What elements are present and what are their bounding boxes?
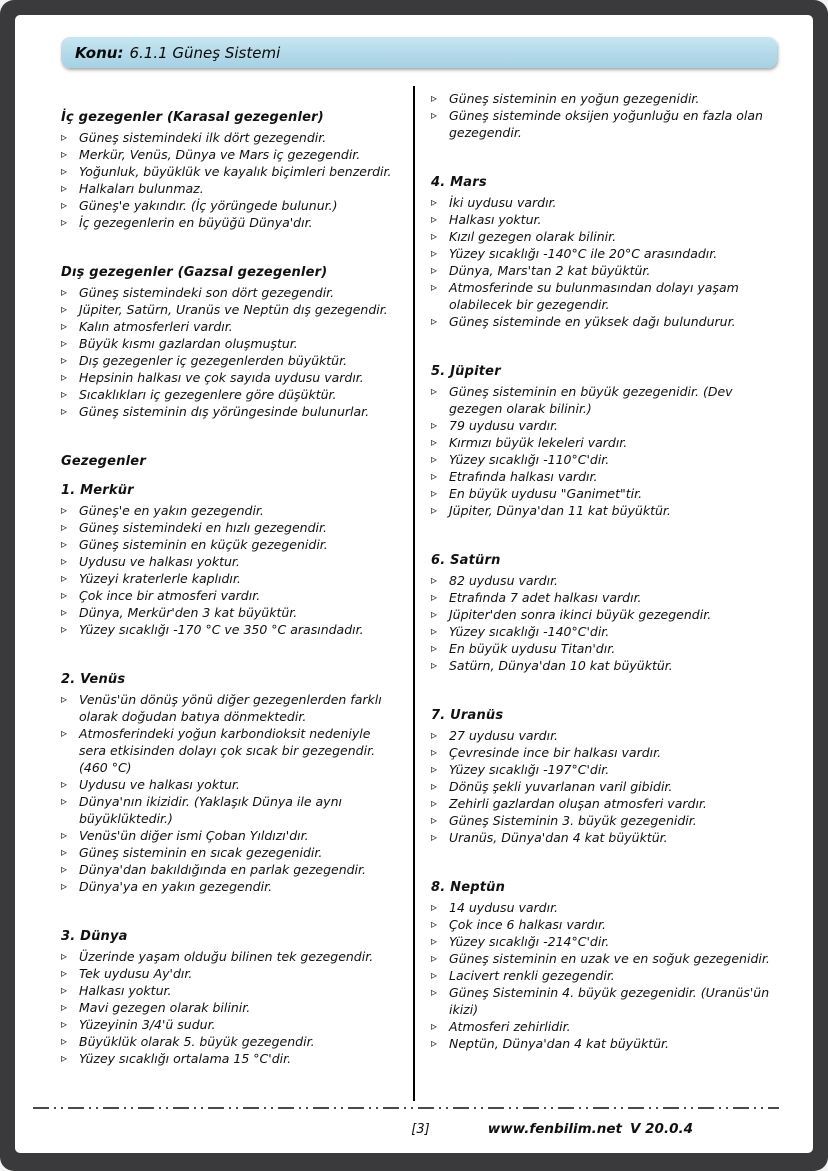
item-text: Halkası yoktur.: [79, 983, 172, 998]
arrow-bullet-icon: ▹: [61, 336, 68, 350]
bullet-item: [61, 129, 397, 146]
footer-site: [488, 1121, 693, 1137]
section: [431, 880, 779, 1052]
page-number: [3]: [411, 1122, 430, 1137]
bullet-item: [61, 982, 397, 999]
section: [61, 110, 397, 231]
item-text: Halkaları bulunmaz.: [79, 181, 204, 196]
bullet-item: [431, 572, 779, 589]
item-text: Büyük kısmı gazlardan oluşmuştur.: [79, 336, 298, 351]
bullet-item: [61, 1016, 397, 1033]
arrow-bullet-icon: ▹: [61, 147, 68, 161]
section-heading: 1. Merkür: [61, 483, 134, 498]
arrow-bullet-icon: ▹: [61, 1000, 68, 1014]
item-text: Satürn, Dünya'dan 10 kat büyüktür.: [449, 658, 673, 673]
bullet-item: [431, 194, 779, 211]
item-text: Uranüs, Dünya'dan 4 kat büyüktür.: [449, 830, 668, 845]
bullet-item: [431, 313, 779, 330]
item-text: En büyük uydusu Titan'dır.: [449, 641, 616, 656]
arrow-bullet-icon: ▹: [431, 779, 438, 793]
bullet-item: [431, 107, 779, 141]
item-text: Üzerinde yaşam olduğu bilinen tek gezegendir.: [79, 949, 374, 964]
item-text: Atmosferi zehirlidir.: [449, 1019, 571, 1034]
section-heading: 7. Uranüs: [431, 708, 504, 723]
bullet-item: [431, 262, 779, 279]
item-text: Güneş sisteminin en sıcak gezegenidir.: [79, 845, 323, 860]
arrow-bullet-icon: ▹: [61, 503, 68, 517]
footer: [61, 1117, 779, 1143]
item-text: Yüzey sıcaklığı -140°C ile 20°C arasındadır.: [449, 246, 718, 261]
arrow-bullet-icon: ▹: [61, 215, 68, 229]
bullet-item: [61, 793, 397, 827]
item-text: Kırmızı büyük lekeleri vardır.: [449, 435, 628, 450]
item-text: Dünya, Merkür'den 3 kat büyüktür.: [79, 605, 298, 620]
section-heading: 3. Dünya: [61, 929, 128, 944]
arrow-bullet-icon: ▹: [431, 624, 438, 638]
item-text: İki uydusu vardır.: [449, 195, 557, 210]
arrow-bullet-icon: ▹: [431, 607, 438, 621]
item-text: Güneş Sisteminin 3. büyük gezegenidir.: [449, 813, 697, 828]
arrow-bullet-icon: ▹: [61, 949, 68, 963]
arrow-bullet-icon: ▹: [61, 1051, 68, 1065]
section-heading: 6. Satürn: [431, 553, 501, 568]
site-url: www.fenbilim.net: [487, 1121, 623, 1137]
bullet-item: [61, 1033, 397, 1050]
bullet-item: [61, 284, 397, 301]
section: [61, 454, 397, 469]
bullet-item: [431, 744, 779, 761]
item-text: Venüs'ün diğer ismi Çoban Yıldızı'dır.: [79, 828, 309, 843]
arrow-bullet-icon: ▹: [431, 658, 438, 672]
bullet-item: [61, 352, 397, 369]
bullet-item: [61, 691, 397, 725]
section: [61, 265, 397, 420]
bullet-item: [61, 587, 397, 604]
arrow-bullet-icon: ▹: [61, 845, 68, 859]
bullet-item: [61, 776, 397, 793]
item-text: En büyük uydusu "Ganimet"tir.: [449, 486, 643, 501]
arrow-bullet-icon: ▹: [431, 108, 438, 122]
bullet-item: [61, 335, 397, 352]
section-heading: 8. Neptün: [431, 880, 506, 895]
item-text: Güneş sistemindeki en hızlı gezegendir.: [79, 520, 327, 535]
arrow-bullet-icon: ▹: [61, 353, 68, 367]
arrow-bullet-icon: ▹: [61, 879, 68, 893]
bullet-item: [61, 369, 397, 386]
arrow-bullet-icon: ▹: [431, 590, 438, 604]
bullet-item: [431, 502, 779, 519]
item-text: Güneş sisteminin dış yörüngesinde bulunurlar.: [79, 404, 370, 419]
bullet-item: [431, 984, 779, 1018]
bullet-item: [431, 90, 779, 107]
arrow-bullet-icon: ▹: [61, 302, 68, 316]
section-heading: Gezegenler: [61, 454, 146, 469]
item-text: Neptün, Dünya'dan 4 kat büyüktür.: [449, 1036, 670, 1051]
item-text: Dünya'ya en yakın gezegendir.: [79, 879, 273, 894]
section-heading: İç gezegenler (Karasal gezegenler): [61, 110, 324, 125]
item-text: Güneş'e yakındır. (İç yörüngede bulunur.): [79, 198, 338, 213]
bullet-item: [431, 1035, 779, 1052]
item-text: Yüzey sıcaklığı -197°C'dir.: [449, 762, 610, 777]
item-text: Mavi gezegen olarak bilinir.: [79, 1000, 251, 1015]
item-text: Yüzey sıcaklığı -140°C'dir.: [449, 624, 610, 639]
bullet-item: [431, 485, 779, 502]
item-text: Yüzey sıcaklığı -170 °C ve 350 °C arasındadır.: [79, 622, 364, 637]
bullet-item: [431, 812, 779, 829]
arrow-bullet-icon: ▹: [431, 813, 438, 827]
arrow-bullet-icon: ▹: [431, 486, 438, 500]
arrow-bullet-icon: ▹: [61, 794, 68, 808]
arrow-bullet-icon: ▹: [431, 246, 438, 260]
item-text: Çok ince bir atmosferi vardır.: [79, 588, 261, 603]
item-text: Sıcaklıkları iç gezegenlere göre düşüktür.: [79, 387, 337, 402]
arrow-bullet-icon: ▹: [61, 554, 68, 568]
bullet-item: [61, 180, 397, 197]
item-text: Yüzeyi kraterlerle kaplıdır.: [79, 571, 241, 586]
section-heading: 4. Mars: [431, 175, 487, 190]
item-text: Uydusu ve halkası yoktur.: [79, 777, 240, 792]
topic-header: [61, 37, 777, 68]
arrow-bullet-icon: ▹: [431, 745, 438, 759]
page-title: 6.1.1 Güneş Sistemi: [129, 44, 281, 62]
arrow-bullet-icon: ▹: [431, 91, 438, 105]
item-text: Güneş sisteminde en yüksek dağı bulundurur.: [449, 314, 736, 329]
bullet-item: [61, 861, 397, 878]
bullet-item: [61, 725, 397, 776]
arrow-bullet-icon: ▹: [431, 934, 438, 948]
item-text: 27 uydusu vardır.: [449, 728, 559, 743]
section: [431, 553, 779, 674]
item-text: Uydusu ve halkası yoktur.: [79, 554, 240, 569]
item-text: Yüzey sıcaklığı -110°C'dir.: [449, 452, 610, 467]
item-text: Kalın atmosferleri vardır.: [79, 319, 233, 334]
item-text: Jüpiter'den sonra ikinci büyük gezegendir.: [449, 607, 712, 622]
arrow-bullet-icon: ▹: [431, 452, 438, 466]
item-text: Güneş sisteminin en uzak ve en soğuk gezegenidir.: [449, 951, 770, 966]
bullet-item: [431, 967, 779, 984]
item-text: Güneş sisteminin en yoğun gezegenidir.: [449, 91, 700, 106]
arrow-bullet-icon: ▹: [431, 830, 438, 844]
document-page: [15, 15, 813, 1153]
item-text: Halkası yoktur.: [449, 212, 542, 227]
bullet-item: [431, 761, 779, 778]
section: [61, 672, 397, 895]
section-heading: 2. Venüs: [61, 672, 126, 687]
bullet-item: [431, 606, 779, 623]
arrow-bullet-icon: ▹: [431, 195, 438, 209]
bullet-item: [431, 245, 779, 262]
bullet-item: [61, 965, 397, 982]
arrow-bullet-icon: ▹: [431, 728, 438, 742]
item-text: Atmosferinde su bulunmasından dolayı yaşam olabilecek bir gezegendir.: [449, 280, 739, 312]
section-heading: 5. Jüpiter: [431, 364, 501, 379]
section: [61, 929, 397, 1067]
arrow-bullet-icon: ▹: [61, 130, 68, 144]
bullet-item: [431, 383, 779, 417]
item-text: Güneş'e en yakın gezegendir.: [79, 503, 264, 518]
arrow-bullet-icon: ▹: [61, 828, 68, 842]
topic-label: Konu:: [75, 44, 124, 62]
item-text: Etrafında halkası vardır.: [449, 469, 598, 484]
bullet-item: [61, 1050, 397, 1067]
arrow-bullet-icon: ▹: [431, 418, 438, 432]
dashed-separator: [33, 1107, 779, 1109]
bullet-item: [431, 434, 779, 451]
arrow-bullet-icon: ▹: [431, 641, 438, 655]
arrow-bullet-icon: ▹: [61, 164, 68, 178]
item-text: Güneş sistemindeki ilk dört gezegendir.: [79, 130, 327, 145]
item-text: Büyüklük olarak 5. büyük gezegendir.: [79, 1034, 315, 1049]
arrow-bullet-icon: ▹: [431, 263, 438, 277]
bullet-item: [431, 916, 779, 933]
arrow-bullet-icon: ▹: [431, 280, 438, 294]
arrow-bullet-icon: ▹: [431, 1019, 438, 1033]
bullet-item: [61, 536, 397, 553]
bullet-item: [431, 795, 779, 812]
bullet-item: [431, 778, 779, 795]
item-text: Dönüş şekli yuvarlanan varil gibidir.: [449, 779, 673, 794]
bullet-item: [61, 878, 397, 895]
bullet-item: [431, 640, 779, 657]
bullet-item: [431, 950, 779, 967]
bullet-item: [61, 301, 397, 318]
bullet-item: [431, 933, 779, 950]
bullet-item: [61, 621, 397, 638]
arrow-bullet-icon: ▹: [61, 605, 68, 619]
bullet-item: [431, 727, 779, 744]
bullet-item: [61, 604, 397, 621]
column-left: [61, 86, 413, 1101]
item-text: Dünya, Mars'tan 2 kat büyüktür.: [449, 263, 651, 278]
section: [431, 364, 779, 519]
item-text: Jüpiter, Satürn, Uranüs ve Neptün dış gezegendir.: [79, 302, 388, 317]
item-text: Yüzey sıcaklığı ortalama 15 °C'dir.: [79, 1051, 292, 1066]
bullet-item: [431, 899, 779, 916]
bullet-item: [431, 589, 779, 606]
arrow-bullet-icon: ▹: [61, 966, 68, 980]
bullet-item: [61, 146, 397, 163]
bullet-item: [431, 211, 779, 228]
arrow-bullet-icon: ▹: [431, 435, 438, 449]
item-text: Tek uydusu Ay'dır.: [79, 966, 193, 981]
bullet-item: [61, 999, 397, 1016]
bullet-item: [431, 1018, 779, 1035]
bullet-item: [431, 451, 779, 468]
arrow-bullet-icon: ▹: [431, 503, 438, 517]
item-text: Hepsinin halkası ve çok sayıda uydusu vardır.: [79, 370, 364, 385]
bullet-item: [61, 553, 397, 570]
arrow-bullet-icon: ▹: [61, 862, 68, 876]
arrow-bullet-icon: ▹: [61, 588, 68, 602]
item-text: Venüs'ün dönüş yönü diğer gezegenlerden farklı olarak doğudan batıya dönmektedir.: [79, 692, 382, 724]
arrow-bullet-icon: ▹: [61, 983, 68, 997]
item-text: Dünya'nın ikizidir. (Yaklaşık Dünya ile aynı büyüklüktedir.): [79, 794, 342, 826]
item-text: Lacivert renkli gezegendir.: [449, 968, 615, 983]
item-text: Yoğunluk, büyüklük ve kayalık biçimleri benzerdir.: [79, 164, 392, 179]
arrow-bullet-icon: ▹: [61, 622, 68, 636]
arrow-bullet-icon: ▹: [61, 520, 68, 534]
bullet-item: [61, 844, 397, 861]
bullet-item: [61, 403, 397, 420]
arrow-bullet-icon: ▹: [61, 1017, 68, 1031]
section: [61, 483, 397, 638]
item-text: Dış gezegenler iç gezegenlerden büyüktür.: [79, 353, 348, 368]
item-text: Güneş Sisteminin 4. büyük gezegenidir. (Uranüs'ün ikizi): [449, 985, 770, 1017]
arrow-bullet-icon: ▹: [431, 1036, 438, 1050]
arrow-bullet-icon: ▹: [61, 571, 68, 585]
bullet-item: [431, 829, 779, 846]
version-label: V 20.0.4: [630, 1121, 693, 1137]
arrow-bullet-icon: ▹: [61, 777, 68, 791]
item-text: Atmosferindeki yoğun karbondioksit nedeniyle sera etkisinden dolayı çok sıcak bir gezegendir. (460 °C): [79, 726, 376, 775]
item-text: Yüzeyinin 3/4'ü sudur.: [79, 1017, 216, 1032]
item-text: İç gezegenlerin en büyüğü Dünya'dır.: [79, 215, 313, 230]
item-text: Merkür, Venüs, Dünya ve Mars iç gezegendir.: [79, 147, 361, 162]
item-text: Jüpiter, Dünya'dan 11 kat büyüktür.: [449, 503, 671, 518]
item-text: Güneş sisteminin en büyük gezegenidir. (Dev gezegen olarak bilinir.): [449, 384, 733, 416]
item-text: Güneş sisteminin en küçük gezegenidir.: [79, 537, 328, 552]
arrow-bullet-icon: ▹: [61, 726, 68, 740]
arrow-bullet-icon: ▹: [431, 384, 438, 398]
arrow-bullet-icon: ▹: [61, 1034, 68, 1048]
section-heading: Dış gezegenler (Gazsal gezegenler): [61, 265, 328, 280]
bullet-item: [431, 468, 779, 485]
item-text: Güneş sistemindeki son dört gezegendir.: [79, 285, 335, 300]
content-columns: [61, 86, 779, 1101]
bullet-item: [431, 279, 779, 313]
arrow-bullet-icon: ▹: [61, 198, 68, 212]
bullet-item: [61, 214, 397, 231]
item-text: Çok ince 6 halkası vardır.: [449, 917, 606, 932]
bullet-item: [431, 417, 779, 434]
bullet-item: [61, 502, 397, 519]
item-text: 79 uydusu vardır.: [449, 418, 559, 433]
bullet-item: [431, 228, 779, 245]
bullet-item: [61, 519, 397, 536]
arrow-bullet-icon: ▹: [61, 285, 68, 299]
arrow-bullet-icon: ▹: [61, 404, 68, 418]
arrow-bullet-icon: ▹: [61, 319, 68, 333]
arrow-bullet-icon: ▹: [431, 212, 438, 226]
bullet-item: [61, 570, 397, 587]
item-text: Etrafında 7 adet halkası vardır.: [449, 590, 642, 605]
item-text: Güneş sisteminde oksijen yoğunluğu en fazla olan gezegendir.: [449, 108, 763, 140]
bullet-item: [61, 827, 397, 844]
bullet-item: [61, 197, 397, 214]
arrow-bullet-icon: ▹: [431, 314, 438, 328]
bullet-item: [431, 657, 779, 674]
column-right: [415, 86, 779, 1101]
bullet-item: [61, 163, 397, 180]
bullet-item: [61, 386, 397, 403]
arrow-bullet-icon: ▹: [431, 968, 438, 982]
arrow-bullet-icon: ▹: [61, 537, 68, 551]
bullet-item: [61, 948, 397, 965]
bullet-item: [61, 318, 397, 335]
arrow-bullet-icon: ▹: [431, 469, 438, 483]
arrow-bullet-icon: ▹: [431, 796, 438, 810]
arrow-bullet-icon: ▹: [61, 181, 68, 195]
item-text: Zehirli gazlardan oluşan atmosferi vardır.: [449, 796, 707, 811]
section: [431, 708, 779, 846]
section: [431, 90, 779, 141]
bullet-item: [431, 623, 779, 640]
item-text: Kızıl gezegen olarak bilinir.: [449, 229, 617, 244]
arrow-bullet-icon: ▹: [431, 917, 438, 931]
arrow-bullet-icon: ▹: [431, 573, 438, 587]
arrow-bullet-icon: ▹: [431, 229, 438, 243]
item-text: 82 uydusu vardır.: [449, 573, 559, 588]
section: [431, 175, 779, 330]
arrow-bullet-icon: ▹: [61, 370, 68, 384]
item-text: Dünya'dan bakıldığında en parlak gezegendir.: [79, 862, 366, 877]
arrow-bullet-icon: ▹: [431, 985, 438, 999]
arrow-bullet-icon: ▹: [431, 951, 438, 965]
item-text: Yüzey sıcaklığı -214°C'dir.: [449, 934, 610, 949]
item-text: 14 uydusu vardır.: [449, 900, 559, 915]
item-text: Çevresinde ince bir halkası vardır.: [449, 745, 662, 760]
arrow-bullet-icon: ▹: [61, 387, 68, 401]
arrow-bullet-icon: ▹: [431, 762, 438, 776]
arrow-bullet-icon: ▹: [61, 692, 68, 706]
arrow-bullet-icon: ▹: [431, 900, 438, 914]
